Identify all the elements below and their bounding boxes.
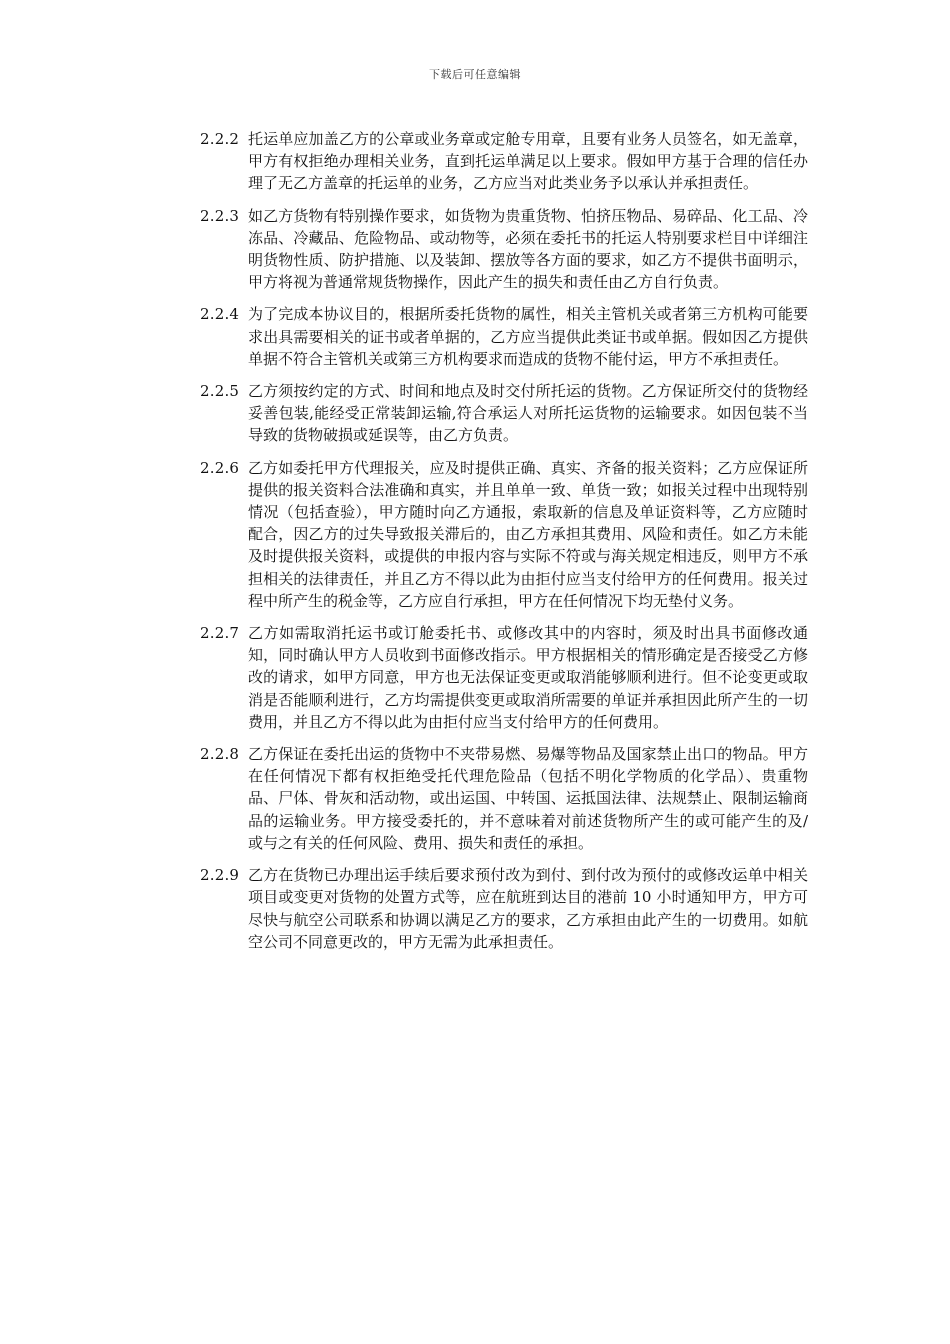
clause-2-2-2 [200,128,808,195]
clause-2-2-6 [200,457,808,612]
clause-number: 2.2.7 [200,624,240,643]
clause-2-2-3 [200,205,808,294]
clause-number: 2.2.2 [200,130,240,148]
clause-number: 2.2.4 [200,305,240,324]
clause-2-2-5 [200,380,808,447]
page-header: 下载后可任意编辑 [429,68,521,81]
clause-2-2-7 [200,622,808,733]
clause-text: 乙方如需取消托运书或订舱委托书、或修改其中的内容时，须及时出具书面修改通知，同时确认甲方人员收到书面修改指示。甲方根据相关的情形确定是否接受乙方修改的请求，如甲方同意，甲方也无法保证变更或取消能够顺利进行。但不论变更或取消是否能顺利进行，乙方均需提供变更或取消所需要的单证并承担因此所产生的一切费用，并且乙方不得以此为由拒付应当支付给甲方的任何费用。 [248,624,808,731]
clause-2-2-8 [200,743,808,854]
clause-text: 如乙方货物有特别操作要求，如货物为贵重货物、怕挤压物品、易碎品、化工品、冷冻品、冷藏品、危险物品、或动物等，必须在委托书的托运人特别要求栏目中详细注明货物性质、防护措施、以及装卸、摆放等各方面的要求，如乙方不提供书面明示，甲方将视为普通常规货物操作，因此产生的损失和责任由乙方自行负责。 [248,206,808,292]
clause-number: 2.2.5 [200,382,240,401]
clause-text: 乙方在货物已办理出运手续后要求预付改为到付、到付改为预付的或修改运单中相关项目或变更对货物的处置方式等，应在航班到达目的港前 10 小时通知甲方，甲方可尽快与航空公司联系和协调以满足乙方的要求，乙方承担由此产生的一切费用。如航空公司不同意更改的，甲方无需为此承担责任。 [248,866,808,951]
clause-text: 托运单应加盖乙方的公章或业务章或定舱专用章，且要有业务人员签名，如无盖章，甲方有权拒绝办理相关业务，直到托运单满足以上要求。假如甲方基于合理的信任办理了无乙方盖章的托运单的业务，乙方应当对此类业务予以承认并承担责任。 [248,130,808,193]
clause-text: 为了完成本协议目的，根据所委托货物的属性，相关主管机关或者第三方机构可能要求出具需要相关的证书或者单据的，乙方应当提供此类证书或单据。假如因乙方提供单据不符合主管机关或第三方机构要求而造成的货物不能付运，甲方不承担责任。 [248,305,808,368]
clause-number: 2.2.3 [200,206,240,225]
clause-number: 2.2.9 [200,866,240,885]
clause-number: 2.2.6 [200,458,240,477]
clause-text: 乙方如委托甲方代理报关，应及时提供正确、真实、齐备的报关资料；乙方应保证所提供的报关资料合法准确和真实，并且单单一致、单货一致；如报关过程中出现特别情况（包括查验），甲方随时向乙方通报，索取新的信息及单证资料等，乙方应随时配合，因乙方的过失导致报关滞后的，由乙方承担其费用、风险和责任。如乙方未能及时提供报关资料，或提供的申报内容与实际不符或与海关规定相违反，则甲方不承担相关的法律责任，并且乙方不得以此为由拒付应当支付给甲方的任何费用。报关过程中所产生的税金等，乙方应自行承担，甲方在任何情况下均无垫付义务。 [248,458,808,610]
document-body [200,128,808,963]
clause-number: 2.2.8 [200,745,240,764]
clause-text: 乙方须按约定的方式、时间和地点及时交付所托运的货物。乙方保证所交付的货物经妥善包装,能经受正常装卸运输,符合承运人对所托运货物的运输要求。如因包装不当导致的货物破损或延误等，由乙方负责。 [248,382,808,445]
clause-2-2-9 [200,864,808,953]
clause-2-2-4 [200,303,808,370]
clause-text: 乙方保证在委托出运的货物中不夹带易燃、易爆等物品及国家禁止出口的物品。甲方在任何情况下都有权拒绝受托代理危险品（包括不明化学物质的化学品）、贵重物品、尸体、骨灰和活动物，或出运国、中转国、运抵国法律、法规禁止、限制运输商品的运输业务。甲方接受委托的，并不意味着对前述货物所产生的或可能产生的及/或与之有关的任何风险、费用、损失和责任的承担。 [248,745,808,852]
